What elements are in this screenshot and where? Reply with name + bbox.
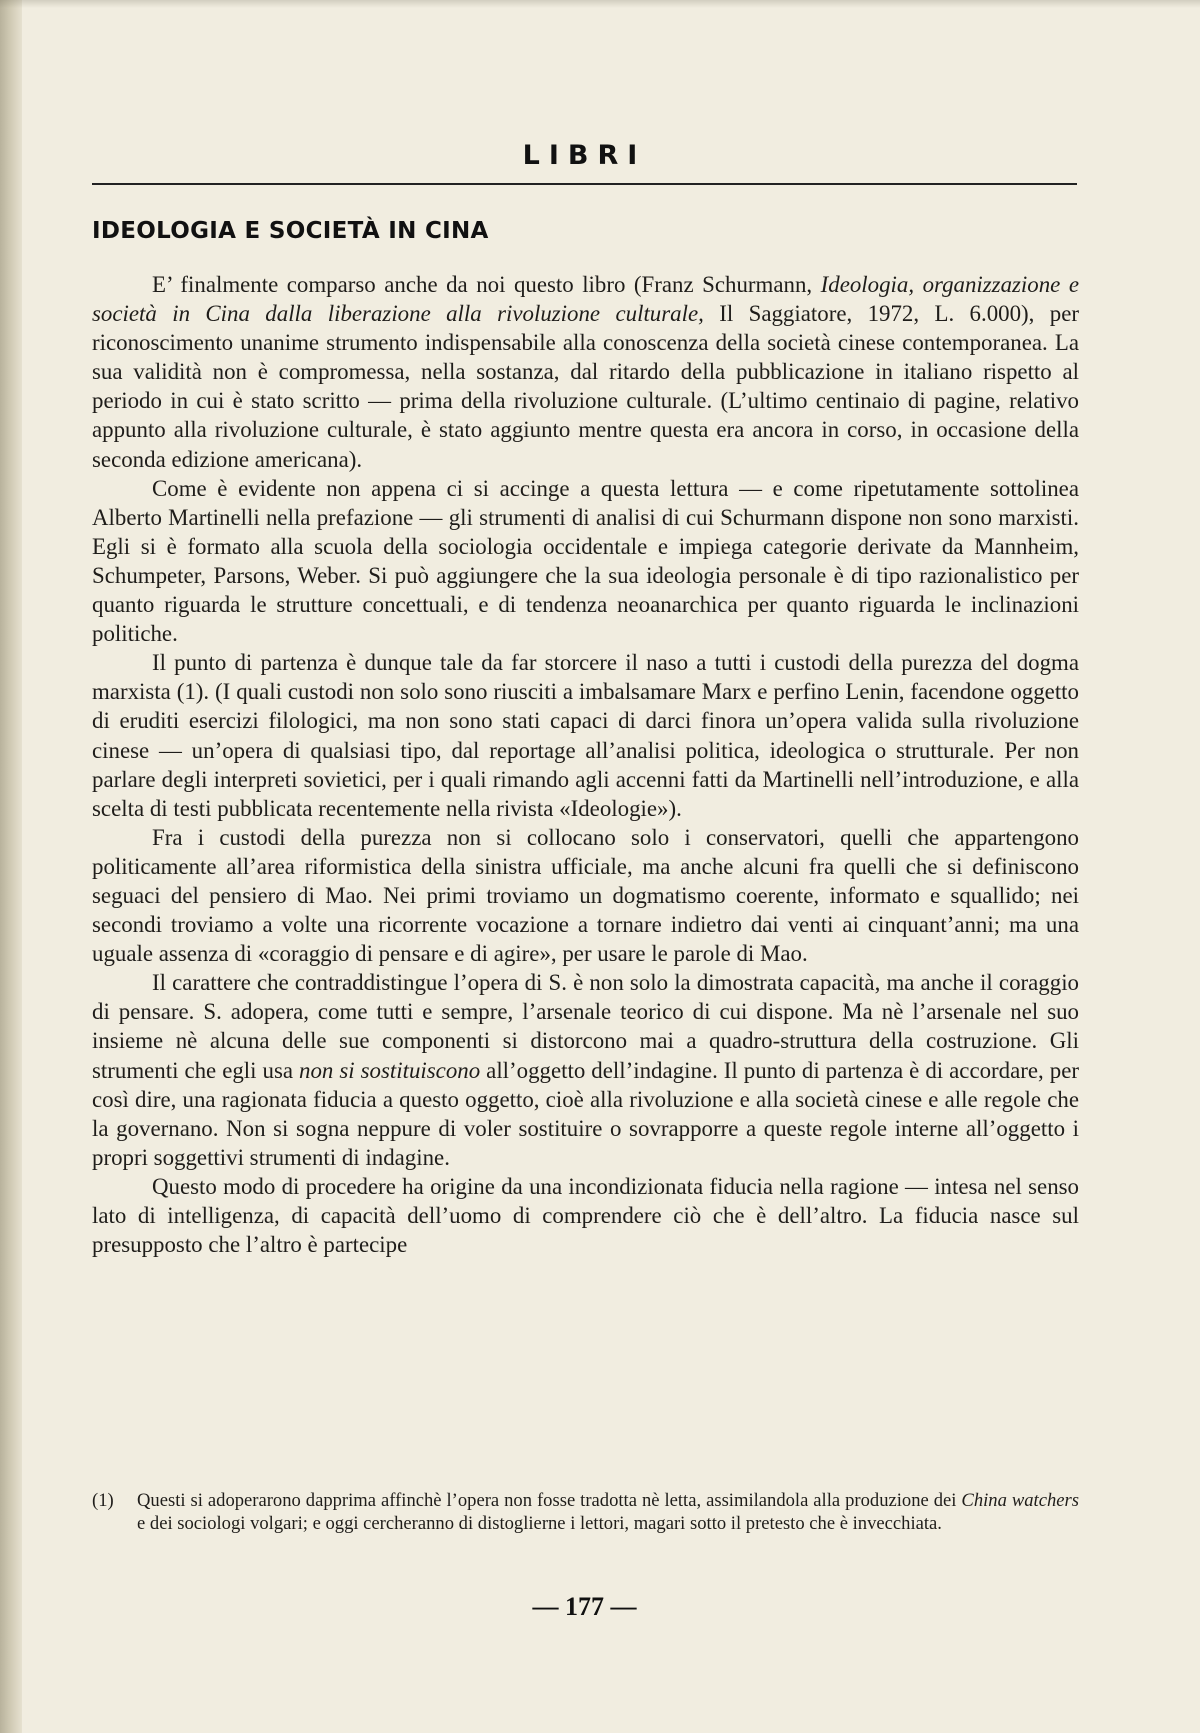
paragraph-4: Fra i custodi della purezza non si collocano solo i conservatori, quelli che appartengono politicamente all’area riformistica della sinistra ufficiale, ma anche alcuni fra quelli che si definiscono seguaci del pensiero di Mao. Nei primi troviamo un dogmatismo coerente, informato e squallido; nei secondi troviamo a volte una ricorrente vocazione a tornare indietro dai venti ai cinquant’anni; ma una uguale assenza di «coraggio di pensare e di agire», per usare le parole di Mao.: [92, 824, 1079, 967]
paragraph-3: Il punto di partenza è dunque tale da far storcere il naso a tutti i custodi della purezza del dogma marxista (1). (I quali custodi non solo sono riusciti a imbalsamare Marx e perfino Lenin, facendone oggetto di eruditi esercizi filologici, ma non sono stati capaci di darci finora un’opera valida sulla rivoluzione cinese — un’opera di qualsiasi tipo, dal reportage all’analisi politica, ideologica o strutturale. Per non parlare degli interpreti sovietici, per i quali rimando agli accenni fatti da Martinelli nell’introduzione, e alla scelta di testi pubblicata recentemente nella rivista «Ideologie»).: [92, 650, 1079, 821]
book-title: Ideologia, organizzazione e società in Cina dalla liberazione alla rivoluzione culturale,: [92, 272, 1079, 327]
paragraph-6: Questo modo di procedere ha origine da una incondizionata fiducia nella ragione — intesa nel senso lato di intelligenza, di capacità dell’uomo di comprendere ciò che è dell’altro. La fiducia nasce sul presupposto che l’altro è partecipe: [92, 1173, 1079, 1258]
paragraph-5: Il carattere che contraddistingue l’opera di S. è non solo la dimostrata capacità, ma anche il coraggio di pensare. S. adopera, come tutti e sempre, l’arsenale teorico di cui dispone. Ma nè l’arsenale nel suo insieme nè alcuna delle sue componenti si distorcono mai a quadro-struttura della costruzione. Gli strumenti che egli usa non si sostituiscono all’oggetto dell’indagine. Il punto di partenza è di accordare, per così dire, una ragionata fiducia a questo oggetto, cioè alla rivoluzione e alla società cinese e alle regole che la governano. Non si sogna neppure di voler sostituire o sovrapporre a queste regole interne all’oggetto i propri soggettivi strumenti di indagine.: [92, 970, 1079, 1170]
section-header: LIBRI: [522, 140, 647, 171]
article-title: IDEOLOGIA E SOCIETÀ IN CINA: [92, 218, 489, 244]
footnote: [92, 1489, 1079, 1535]
paragraph-1: E’ finalmente comparso anche da noi questo libro (Franz Schurmann, Ideologia, organizzazione e società in Cina dalla liberazione alla rivoluzione culturale, Il Saggiatore, 1972, L. 6.000), per riconoscimento unanime strumento indispensabile alla conoscenza della società cinese contemporanea. La sua validità non è compromessa, nella sostanza, dal ritardo della pubblicazione in italiano rispetto al periodo in cui è stato scritto — prima della rivoluzione culturale. (L’ultimo centinaio di pagine, relativo appunto alla rivoluzione culturale, è stato aggiunto mentre questa era ancora in corso, in occasione della seconda edizione americana).: [92, 272, 1079, 472]
header-rule: [92, 183, 1077, 185]
article-body: [92, 270, 1079, 1259]
footnote-mark: (1): [92, 1490, 114, 1511]
page-top-shadow: [0, 0, 1200, 8]
paragraph-2: Come è evidente non appena ci si accinge a questa lettura — e come ripetutamente sottolinea Alberto Martinelli nella prefazione — gli strumenti di analisi di cui Schurmann dispone non sono marxisti. Egli si è formato alla scuola della sociologia occidentale e impiega categorie derivate da Mannheim, Schumpeter, Parsons, Weber. Si può aggiungere che la sua ideologia personale è di tipo razionalistico per quanto riguarda le strutture concettuali, e di tendenza neoanarchica per quanto riguarda le inclinazioni politiche.: [92, 475, 1079, 647]
page-binding-edge: [0, 0, 22, 1733]
page-number: — 177 —: [532, 1592, 637, 1621]
footnote-text: Questi si adoperarono dapprima affinchè l’opera non fosse tradotta nè letta, assimilandola alla produzione dei China watchers e dei sociologi volgari; e oggi cercheranno di distoglierne i lettori, magari sotto il pretesto che è invecchiata.: [137, 1490, 1079, 1534]
emphasis: non si sostituiscono: [299, 1057, 481, 1083]
